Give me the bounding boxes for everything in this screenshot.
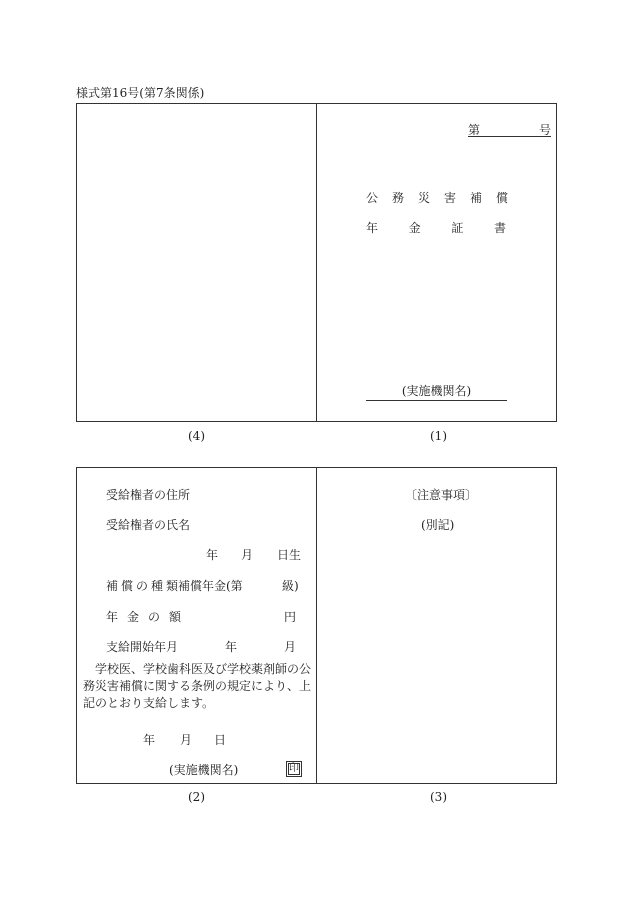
birth-day-unit: 日生: [277, 548, 302, 562]
title-line2-char: 年: [366, 221, 379, 235]
payment-start-year-unit: 年: [225, 640, 238, 654]
title-line2-char: 証: [451, 221, 464, 235]
recipient-name-label: 受給権者の氏名: [106, 518, 191, 532]
notes-heading: 〔注意事項〕: [405, 488, 478, 502]
compensation-type-value: 補償年金(第: [178, 579, 243, 593]
certificate-number-field: [468, 121, 551, 137]
form-title: 様式第16号(第7条関係): [76, 86, 205, 100]
title-line2-char: 金: [408, 221, 421, 235]
top-panel-divider: [316, 103, 317, 422]
issue-day-unit: 日: [214, 733, 227, 747]
bottom-agency-name: (実施機関名): [169, 763, 239, 777]
number-prefix: 第: [468, 123, 481, 137]
seal-stamp-icon: 印: [286, 761, 302, 777]
issue-month-unit: 月: [180, 733, 193, 747]
birth-month-unit: 月: [241, 548, 254, 562]
panel-label-3: (3): [430, 790, 447, 804]
bottom-panel-divider: [316, 467, 317, 784]
pension-amount-unit: 円: [284, 610, 297, 624]
top-agency-name: (実施機関名): [366, 382, 507, 401]
title-line2-char: 書: [493, 221, 506, 235]
number-suffix: 号: [538, 123, 551, 137]
panel-label-4: (4): [188, 429, 205, 443]
issue-year-unit: 年: [143, 733, 156, 747]
panel-label-1: (1): [430, 429, 447, 443]
title-line2-text: [366, 219, 506, 236]
notes-subheading: (別記): [421, 518, 455, 532]
panel-label-2: (2): [188, 790, 205, 804]
pension-amount-label: 年金の額: [106, 610, 191, 624]
certificate-title-line1: 公務災害補償: [366, 191, 523, 205]
compensation-type-label: 補償の種類: [106, 579, 182, 593]
compensation-grade-suffix: 級): [282, 579, 299, 593]
payment-start-label: 支給開始年月: [106, 640, 179, 654]
recipient-address-label: 受給権者の住所: [106, 488, 191, 502]
payment-start-month-unit: 月: [284, 640, 297, 654]
certificate-title-line2: [366, 219, 506, 236]
birth-year-unit: 年: [206, 548, 219, 562]
statement-text: 学校医、学校歯科医及び学校薬剤師の公務災害補償に関する条例の規定により、上記のとおり支給します。: [83, 662, 312, 710]
